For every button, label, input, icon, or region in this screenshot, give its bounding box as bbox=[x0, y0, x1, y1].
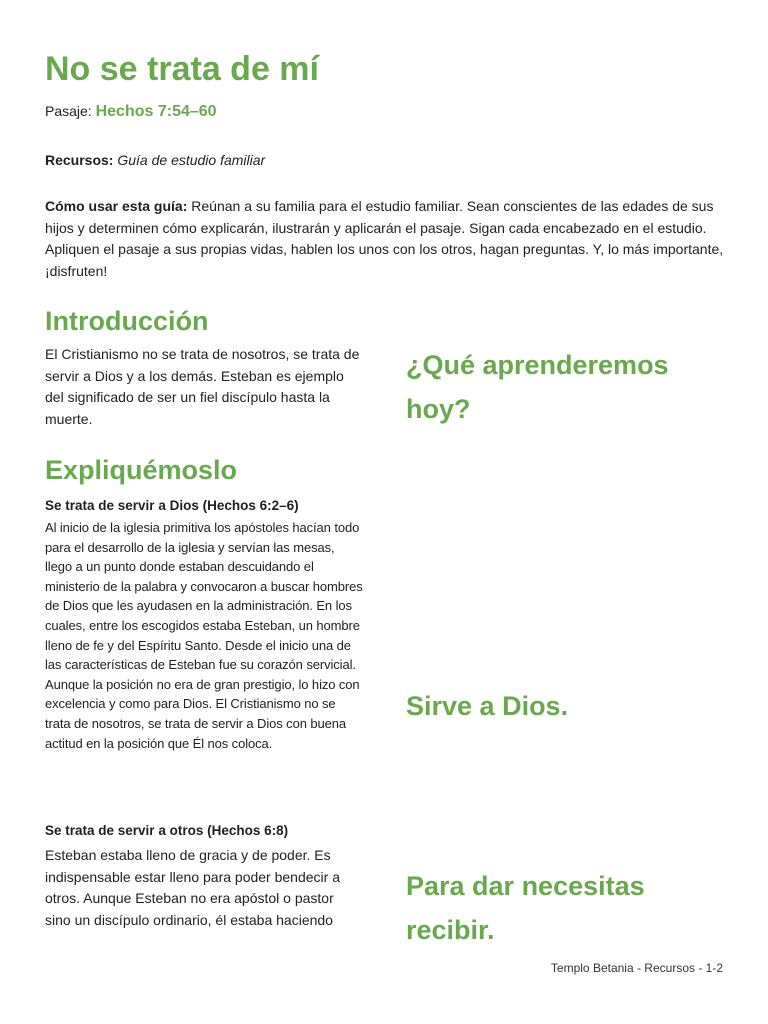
callout-to-give-receive: Para dar necesitas recibir. bbox=[406, 871, 645, 945]
howto-paragraph bbox=[45, 196, 725, 282]
howto-text: Reúnan a su familia para el estudio familiar. Sean conscientes de las edades de sus hijos y determinen cómo explicarán, ilustrarán y aplicarán el pasaje. Sigan cada encabezado en el estudio. Apliquen el pasaje a sus propias vidas, hablen los unos con los otros, hagan preguntas. Y, lo más importante, ¡disfruten! bbox=[45, 198, 724, 279]
resources-label: Recursos: bbox=[45, 152, 114, 168]
callout-what-we-learn: ¿Qué aprenderemos hoy? bbox=[406, 350, 669, 424]
subsection-1-heading: Se trata de servir a Dios (Hechos 6:2–6) bbox=[45, 498, 299, 513]
subsection-2-text: Esteban estaba lleno de gracia y de poder. Es indispensable estar lleno para poder bendecir a otros. Aunque Esteban no era apóstol o pastor sino un discípulo ordinario, él estaba haciendo bbox=[45, 847, 340, 928]
passage-line bbox=[45, 103, 217, 121]
intro-text: El Cristianismo no se trata de nosotros, se trata de servir a Dios y a los demás. Esteban es ejemplo del significado de ser un fiel discípulo hasta la muerte. bbox=[45, 346, 360, 427]
page-title: No se trata de mí bbox=[45, 50, 319, 88]
resources-value: Guía de estudio familiar bbox=[117, 152, 266, 168]
passage-reference: Hechos 7:54–60 bbox=[95, 103, 217, 120]
passage-label: Pasaje: bbox=[45, 103, 92, 119]
page-footer: Templo Betania - Recursos - 1-2 bbox=[550, 961, 723, 975]
resources-line bbox=[45, 152, 265, 168]
subsection-2-heading: Se trata de servir a otros (Hechos 6:8) bbox=[45, 823, 289, 838]
intro-heading: Introducción bbox=[45, 306, 209, 336]
howto-label: Cómo usar esta guía: bbox=[45, 198, 188, 214]
subsection-1-text: Al inicio de la iglesia primitiva los apóstoles hacían todo para el desarrollo de la iglesia y servían las mesas, llego a un punto donde estaban descuidando el ministerio de la palabra y convocaron a buscar hombres de Dios que les ayudasen en la administración. En los cuales, entre los escogidos estaba Esteban, un hombre lleno de fe y del Espíritu Santo. Desde el inicio una de las características de Esteban fue su corazón servicial. Aunque la posición no era de gran prestigio, lo hizo con excelencia y como para Dios. El Cristianismo no se trata de nosotros, se trata de servir a Dios con buena actitud en la posición que Él nos coloca. bbox=[45, 520, 363, 751]
callout-serve-god: Sirve a Dios. bbox=[406, 691, 569, 721]
explain-heading: Expliquémoslo bbox=[45, 455, 238, 485]
